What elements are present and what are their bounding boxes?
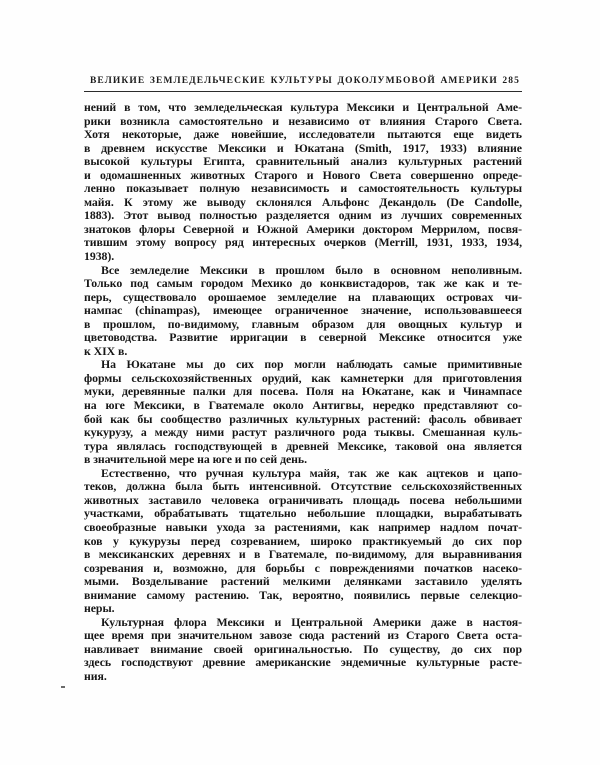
text-line: к XIX в. [84, 343, 128, 358]
text-line: 1938). [84, 249, 115, 264]
running-title-word: АМЕРИКИ [440, 76, 498, 86]
text-line: на юге Мексики, в Гватемале около Антигвы, нередко представляют со- [84, 398, 522, 413]
text-line: в прошлом, по-видимому, главным образом для овощных культур и [84, 316, 522, 331]
text-line: щее время при значительном завозе сюда растений из Старого Света оста- [84, 628, 522, 643]
text-line: теков, должна была быть интенсивной. Отсутствие сельскохозяйственных [84, 479, 522, 494]
text-line: ленно показывает полную независимость и самостоятельность культуры [84, 181, 522, 196]
text-line: тившим этому вопросу ряд интересных очерков (Merrill, 1931, 1933, 1934, [84, 235, 522, 250]
text-line: навливает внимание своей оригинальностью. По существу, до сих пор [84, 641, 522, 656]
text-line: животных заставило человека ограничивать площадь посева небольшими [84, 492, 522, 507]
page-content [84, 76, 522, 684]
text-line: рики возникла самостоятельно и независимо от влияния Старого Света. [84, 113, 522, 128]
text-line: На Юкатане мы до сих пор могли наблюдать самые примитивные [101, 357, 522, 372]
text-line: нампас (chinampas), имеющее ограниченное значение, использовавшееся [84, 303, 522, 318]
body-text [84, 101, 522, 684]
paragraph [84, 101, 522, 264]
text-line: в мексиканских деревнях и в Гватемале, по-видимому, для выравнивания [84, 547, 522, 562]
text-line: мыми. Возделывание растений мелкими делянками заставило уделять [84, 574, 522, 589]
text-line: ков у кукурузы перед созреванием, широко практикуемый до сих пор [84, 533, 522, 548]
text-line: бой как бы сообщество различных культурных растений: фасоль обвивает [84, 411, 522, 426]
paragraph [84, 358, 522, 466]
text-line: знатоков флоры Северной и Южной Америки доктором Меррилом, посвя- [84, 221, 522, 236]
text-line: Культурная флора Мексики и Центральной Америки даже в настоя- [101, 614, 522, 629]
text-line: своеобразные навыки ухода за растениями, как например надлом почат- [84, 519, 522, 534]
text-line: и одомашненных животных Старого и Нового Света совершенно опреде- [84, 167, 522, 182]
text-line: ния. [84, 668, 107, 683]
text-line: тура являлась господствующей в древней Мексике, таковой она является [84, 438, 522, 453]
text-line: формы сельскохозяйственных орудий, как камнетерки для приготовления [84, 370, 522, 385]
running-title-word: КУЛЬТУРЫ [270, 76, 333, 86]
text-line: высокой культуры Египта, сравнительный анализ культурных растений [84, 154, 522, 169]
text-line: в древнем искусстве Мексики и Юкатана (Smith, 1917, 1933) влияние [84, 140, 522, 155]
text-line: Все земледелие Мексики в прошлом было в основном неполивным. [101, 262, 522, 277]
text-line: муки, деревянные палки для посева. Поля на Юкатане, как и Чинампасе [84, 384, 522, 399]
running-title-word: ВЕЛИКИЕ [90, 76, 146, 86]
text-line: майя. К этому же выводу склонялся Альфонс Декандоль (De Candolle, [84, 194, 522, 209]
text-line: неры. [84, 601, 115, 616]
page-number: 285 [502, 76, 520, 86]
text-line: кукурузу, а между ними растут различного рода тыквы. Смешанная куль- [84, 425, 522, 440]
text-line: внимание самому растению. Так, вероятно, появились первые селекцио- [84, 587, 522, 602]
text-line: здесь господствуют древние американские эндемичные культурные расте- [84, 655, 522, 670]
text-line: Только под самым городом Мехико до конквистадоров, так же как и те- [84, 276, 522, 291]
text-line: 1883). Этот вывод полностью разделяется одним из лучших современных [84, 208, 522, 223]
text-line: перь, существовало орошаемое земледелие на плавающих островах чи- [84, 289, 522, 304]
text-line: цветоводства. Развитие ирригации в северной Мексике относится уже [84, 330, 522, 345]
text-line: Хотя некоторые, даже новейшие, исследователи пытаются еще видеть [84, 127, 522, 142]
paragraph [84, 264, 522, 359]
running-head [84, 76, 522, 91]
running-title-word: ДОКОЛУМБОВОЙ [337, 76, 436, 86]
text-line: созревания и, возможно, для борьбы с повреждениями початков насеко- [84, 560, 522, 575]
header-rule [84, 91, 522, 92]
text-line: участками, обрабатывать тщательно небольшие площадки, вырабатывать [84, 506, 522, 521]
paragraph [84, 467, 522, 616]
text-line: нений в том, что земледельческая культура Мексики и Центральной Аме- [84, 100, 522, 114]
text-line: в значительной мере на юге и по сей день. [84, 452, 308, 467]
paragraph [84, 616, 522, 684]
scan-artifact-dash [61, 686, 65, 688]
running-title-word: ЗЕМЛЕДЕЛЬЧЕСКИЕ [149, 76, 266, 86]
text-line: Естественно, что ручная культура майя, так же как ацтеков и цапо- [101, 465, 522, 480]
